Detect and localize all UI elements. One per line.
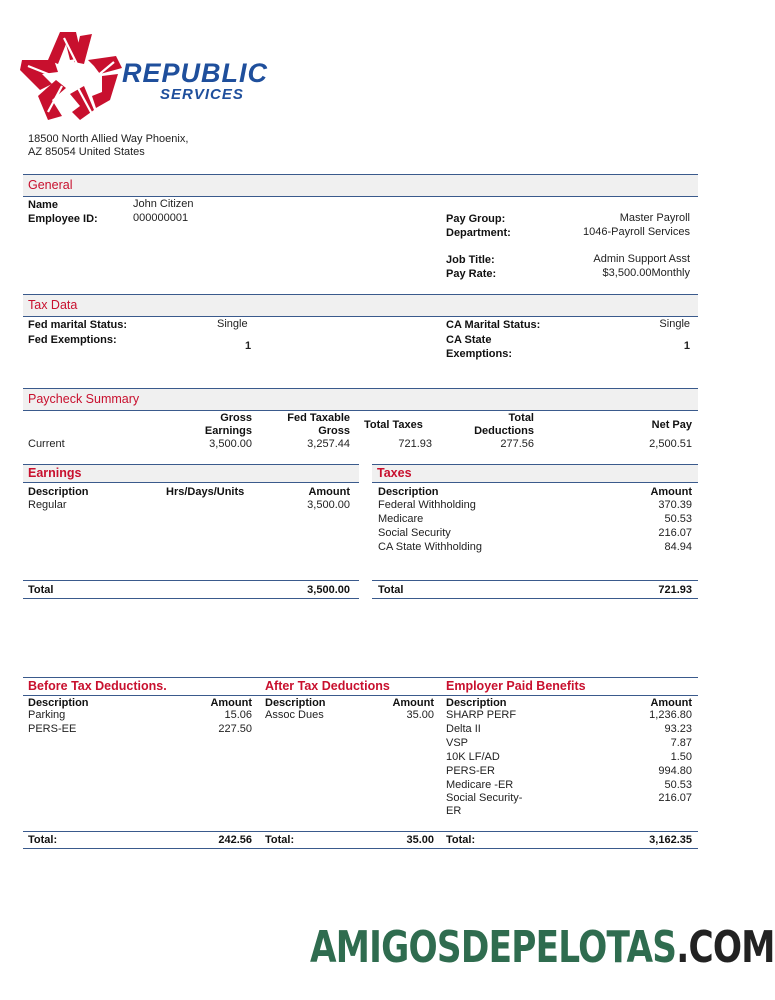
taxes-col-description: Description: [378, 486, 439, 498]
address-line-2: AZ 85054 United States: [28, 146, 145, 158]
after-tax-col-amount: Amount: [392, 697, 434, 709]
earnings-section-header: Earnings: [23, 464, 359, 483]
taxes-total-label: Total: [378, 584, 404, 596]
ca-marital-value: Single: [659, 318, 690, 330]
benefits-row-description: Social Security-: [446, 792, 523, 804]
benefits-row-amount: 216.07: [658, 792, 692, 804]
col-gross-line2: Earnings: [204, 425, 252, 437]
republic-star-icon: [18, 30, 128, 122]
taxes-row-amount: 370.39: [658, 499, 692, 511]
taxes-total-top-line: [372, 580, 698, 581]
col-gross-line1: Gross: [220, 412, 252, 424]
job-title-value: Admin Support Asst: [593, 253, 690, 265]
after-tax-row-amount: 35.00: [406, 709, 434, 721]
name-value: John Citizen: [133, 198, 194, 210]
company-name-line1: REPUBLIC: [122, 58, 269, 88]
after-tax-section-header: After Tax Deductions: [265, 679, 390, 693]
taxes-row-description: CA State Withholding: [378, 541, 482, 553]
benefits-row-description: VSP: [446, 737, 469, 749]
before-tax-col-description: Description: [28, 697, 89, 709]
ca-marital-label: CA Marital Status:: [446, 319, 541, 331]
after-tax-total-value: 35.00: [406, 834, 434, 846]
general-section-header: General: [23, 174, 698, 197]
ca-exemptions-label-2: Exemptions:: [446, 348, 513, 360]
taxes-section-header: Taxes: [372, 464, 698, 483]
earnings-col-hours: Hrs/Days/Units: [166, 486, 245, 498]
before-tax-col-amount: Amount: [210, 697, 252, 709]
ca-exemptions-value: 1: [683, 340, 690, 352]
fed-exemptions-value: 1: [245, 340, 252, 352]
employer-benefits-section-header: Employer Paid Benefits: [446, 679, 586, 693]
employee-id-value: 000000001: [133, 212, 189, 224]
taxes-row-amount: 84.94: [664, 541, 692, 553]
benefits-row-amount: 1.50: [670, 751, 692, 763]
benefits-total-value: 3,162.35: [649, 834, 692, 846]
benefits-row-amount: 50.53: [664, 779, 692, 791]
fed-marital-value: Single: [217, 318, 248, 330]
taxes-col-amount: Amount: [650, 486, 692, 498]
before-tax-section-header: Before Tax Deductions.: [28, 679, 167, 693]
pay-rate-label: Pay Rate:: [446, 268, 497, 280]
before-tax-row-amount: 15.06: [224, 709, 252, 721]
name-label: Name: [28, 199, 58, 211]
earnings-total-bottom-line: [23, 598, 359, 599]
pay-group-label: Pay Group:: [446, 213, 506, 225]
watermark-suffix: .COM: [676, 922, 775, 973]
deductions-top-line: [23, 677, 698, 678]
benefits-row-description: Delta II: [446, 723, 481, 735]
earnings-total-value: 3,500.00: [307, 584, 350, 596]
fed-exemptions-label: Fed Exemptions:: [28, 334, 117, 346]
summary-fedtax-value: 3,257.44: [307, 438, 350, 450]
job-title-label: Job Title:: [446, 254, 495, 266]
company-name-line2: SERVICES: [160, 86, 244, 103]
benefits-row-description: PERS-ER: [446, 765, 495, 777]
deductions-total-top-line: [23, 831, 698, 832]
benefits-row-amount: 7.87: [670, 737, 692, 749]
company-address: [28, 133, 188, 159]
col-total-ded-line1: Total: [508, 412, 534, 424]
earnings-total-top-line: [23, 580, 359, 581]
after-tax-col-description: Description: [265, 697, 326, 709]
benefits-row-amount: 994.80: [658, 765, 692, 777]
deductions-header-line: [23, 695, 698, 696]
earnings-total-label: Total: [28, 584, 54, 596]
taxes-row-description: Federal Withholding: [378, 499, 476, 511]
before-tax-row-amount: 227.50: [218, 723, 252, 735]
before-tax-row-description: Parking: [28, 709, 66, 721]
benefits-row-description: 10K LF/AD: [446, 751, 500, 763]
summary-net-pay-value: 2,500.51: [649, 438, 692, 450]
watermark-text: [310, 922, 775, 973]
col-fedtax-line2: Gross: [318, 425, 350, 437]
benefits-row-amount: 1,236.80: [649, 709, 692, 721]
col-net-pay: Net Pay: [651, 419, 692, 431]
taxes-row-amount: 50.53: [664, 513, 692, 525]
taxes-row-amount: 216.07: [658, 527, 692, 539]
earnings-row-amount: 3,500.00: [307, 499, 350, 511]
pay-rate-value: $3,500.00Monthly: [602, 267, 690, 279]
taxes-total-bottom-line: [372, 598, 698, 599]
summary-total-taxes-value: 721.93: [398, 438, 432, 450]
after-tax-total-label: Total:: [265, 834, 295, 846]
benefits-col-description: Description: [446, 697, 507, 709]
benefits-row-description: ER: [446, 805, 462, 817]
col-total-taxes: Total Taxes: [364, 419, 423, 431]
deductions-total-bottom-line: [23, 848, 698, 849]
col-fedtax-line1: Fed Taxable: [287, 412, 350, 424]
department-value: 1046-Payroll Services: [583, 226, 690, 238]
before-tax-total-label: Total:: [28, 834, 58, 846]
ca-exemptions-label-1: CA State: [446, 334, 492, 346]
benefits-row-description: Medicare -ER: [446, 779, 514, 791]
benefits-col-amount: Amount: [650, 697, 692, 709]
earnings-col-amount: Amount: [308, 486, 350, 498]
general-divider: [130, 196, 698, 197]
fed-marital-label: Fed marital Status:: [28, 319, 128, 331]
earnings-col-description: Description: [28, 486, 89, 498]
col-total-ded-line2: Deductions: [474, 425, 534, 437]
pay-group-value: Master Payroll: [619, 212, 690, 224]
benefits-row-description: SHARP PERF: [446, 709, 517, 721]
before-tax-row-description: PERS-EE: [28, 723, 77, 735]
tax-data-section-header: Tax Data: [23, 294, 698, 317]
taxes-row-description: Medicare: [378, 513, 424, 525]
summary-gross-value: 3,500.00: [209, 438, 252, 450]
employee-id-label: Employee ID:: [28, 213, 98, 225]
before-tax-total-value: 242.56: [218, 834, 252, 846]
earnings-row-description: Regular: [28, 499, 67, 511]
benefits-total-label: Total:: [446, 834, 476, 846]
benefits-row-amount: 93.23: [664, 723, 692, 735]
summary-row-label: Current: [28, 438, 65, 450]
after-tax-row-description: Assoc Dues: [265, 709, 324, 721]
paycheck-summary-section-header: Paycheck Summary: [23, 388, 698, 411]
address-line-1: 18500 North Allied Way Phoenix,: [28, 133, 189, 145]
department-label: Department:: [446, 227, 511, 239]
taxes-row-description: Social Security: [378, 527, 451, 539]
summary-total-ded-value: 277.56: [500, 438, 534, 450]
taxes-total-value: 721.93: [658, 584, 692, 596]
watermark-main: AMIGOSDEPELOTAS: [310, 922, 677, 973]
